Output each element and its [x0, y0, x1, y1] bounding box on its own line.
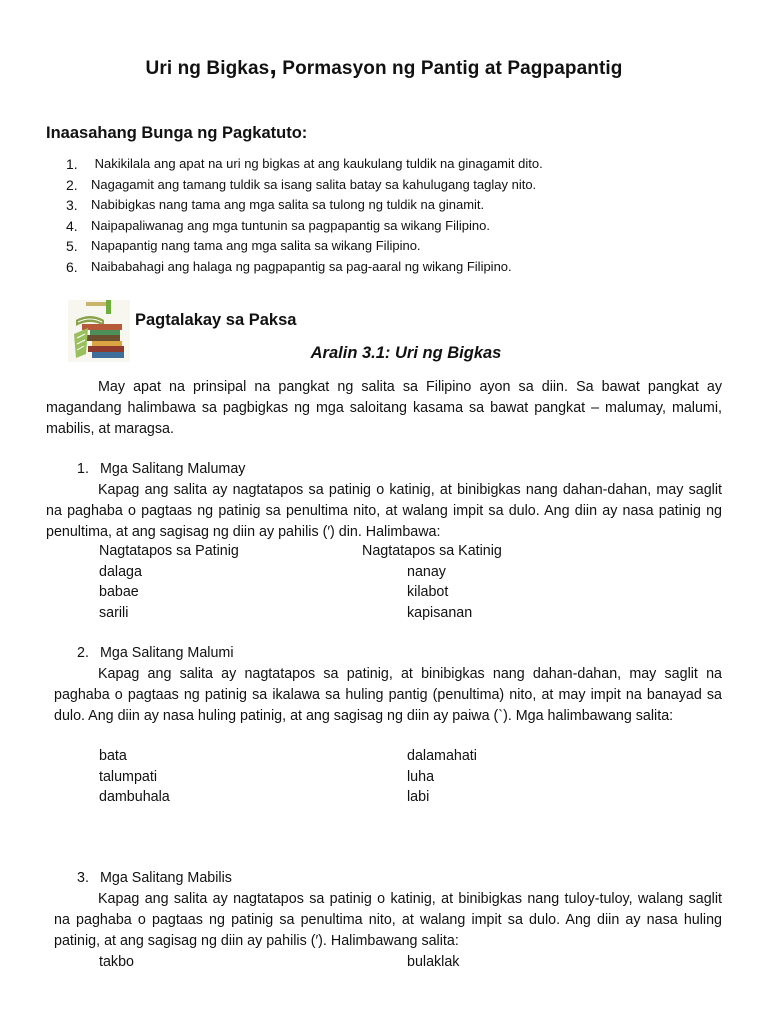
objective-number: 4.: [66, 217, 78, 234]
item-number: 1.: [77, 461, 89, 477]
example-word: luha: [407, 768, 435, 785]
example-word: bata: [99, 748, 127, 764]
objective-item: [66, 195, 746, 216]
item-title: Mga Salitang Malumay: [100, 461, 246, 477]
definition-malumay: Kapag ang salita ay nagtatapos sa patinig o katinig, at binibigkas nang dahan-dahan, may saglit na paghaba o pagtaas ng patinig sa penultima nito, at walang impit sa dulo. Ang diin ay nasa patinig ng penultima, at ang sagisag ng diin ay pahilis (′) din. Halimbawa:: [46, 482, 722, 540]
column-header: Nagtatapos sa Katinig: [362, 543, 502, 559]
title-comma: ,: [269, 50, 277, 80]
objective-item: [66, 175, 746, 196]
item-number: 3.: [77, 870, 89, 886]
example-word: babae: [99, 584, 139, 601]
title-part-2: Pormasyon ng Pantig at Pagpapantig: [276, 58, 623, 79]
example-word: sarili: [99, 604, 129, 621]
examples-column-2: [407, 746, 477, 808]
item-heading-malumi: [77, 643, 234, 664]
example-word: labi: [407, 789, 430, 806]
objective-text: Napapantig nang tama ang mga salita sa wikang Filipino.: [91, 238, 421, 254]
objective-number: 6.: [66, 258, 78, 275]
examples-column-1: [99, 746, 170, 808]
intro-paragraph: May apat na prinsipal na pangkat ng salita sa Filipino ayon sa diin. Sa bawat pangkat ay magandang halimbawa sa pagbigkas ng mga saloitang kasama sa bawat pangkat – malumay, malumi, mabilis, at maragsa.: [46, 379, 722, 437]
item-heading-mabilis: [77, 868, 232, 889]
lesson-title: Aralin 3.1: Uri ng Bigkas: [310, 344, 502, 362]
objectives-heading: Inaasahang Bunga ng Pagkatuto:: [46, 124, 308, 142]
objective-text: Nagagamit ang tamang tuldik sa isang salita batay sa kahulugang taglay nito.: [91, 176, 537, 192]
page-title: [0, 50, 768, 80]
item-title: Mga Salitang Mabilis: [100, 870, 232, 886]
objective-number: 1.: [66, 156, 78, 172]
examples-column-1: [99, 952, 134, 973]
example-word: takbo: [99, 954, 134, 970]
objective-item: [66, 257, 746, 278]
objectives-list: [66, 154, 746, 278]
objective-item: [66, 216, 746, 237]
examples-column-2: [407, 952, 459, 973]
examples-column-2-header: [362, 541, 502, 562]
column-header: Nagtatapos sa Patinig: [99, 543, 239, 559]
example-word: talumpati: [99, 768, 158, 785]
objective-number: 5.: [66, 238, 78, 255]
objective-text: Naipapaliwanag ang mga tuntunin sa pagpapantig sa wikang Filipino.: [91, 217, 490, 233]
definition-mabilis: Kapag ang salita ay nagtatapos sa patinig o katinig, at binibigkas nang tuloy-tuloy, walang saglit na paghaba o pagtaas ng patinig sa penultima nito, at walang impit sa dulo. Ang diin ay nasa huling patinig, at ang sagisag ng diin ay pahilis (′). Halimbawang salita:: [54, 891, 722, 949]
objective-number: 3.: [66, 197, 78, 214]
objective-text: Nakikilala ang apat na uri ng bigkas at ang kaukulang tuldik na ginagamit dito.: [91, 156, 543, 171]
definition-malumi: Kapag ang salita ay nagtatapos sa patinig, at binibigkas nang dahan-dahan, may saglit na paghaba o pagtaas ng patinig sa ikalawa sa huling pantig (penultima) nito, at may impit na banayad sa dulo. Ang diin ay nasa huling patinig, at ang sagisag ng diin ay paiwa (`). Mga halimbawang salita:: [54, 666, 722, 724]
examples-column-1: [99, 541, 239, 623]
objective-text: Nabibigkas nang tama ang mga salita sa tulong ng tuldik na ginamit.: [91, 197, 485, 213]
item-title: Mga Salitang Malumi: [100, 645, 234, 661]
example-word: nanay: [407, 563, 446, 580]
examples-column-2: [407, 562, 472, 624]
objective-item: [66, 154, 746, 175]
example-word: kapisanan: [407, 604, 473, 621]
objective-item: [66, 236, 746, 257]
example-word: dalaga: [99, 563, 142, 580]
section-heading: Pagtalakay sa Paksa: [135, 311, 297, 329]
example-word: kilabot: [407, 584, 449, 601]
objective-number: 2.: [66, 176, 78, 193]
example-word: dalamahati: [407, 748, 477, 764]
example-word: bulaklak: [407, 954, 460, 970]
item-number: 2.: [77, 645, 89, 661]
title-part-1: Uri ng Bigkas: [145, 58, 270, 79]
objective-text: Naibabahagi ang halaga ng pagpapantig sa pag-aaral ng wikang Filipino.: [91, 258, 512, 274]
item-heading-malumay: [77, 459, 245, 480]
example-word: dambuhala: [99, 789, 170, 806]
